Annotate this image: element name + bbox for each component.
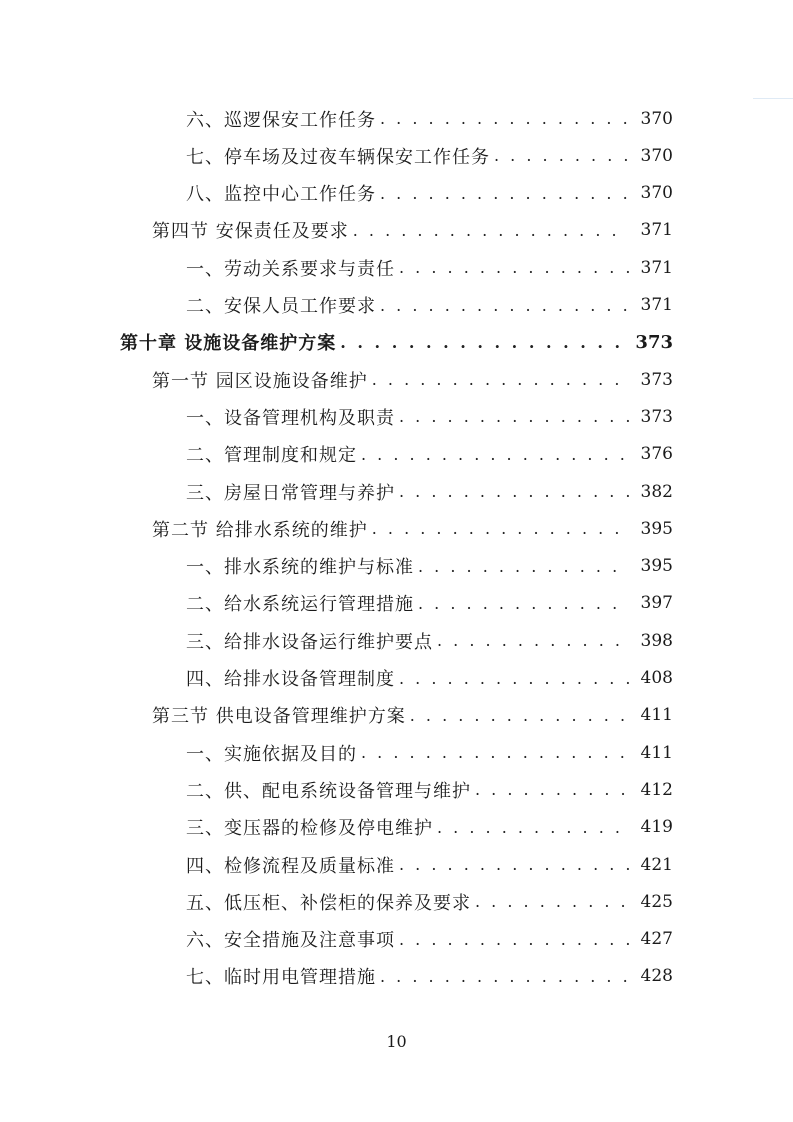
toc-dot-leader bbox=[340, 333, 629, 352]
corner-decoration bbox=[753, 98, 793, 99]
toc-subsection-entry[interactable] bbox=[0, 585, 673, 622]
toc-entry-page: 411 bbox=[640, 742, 673, 763]
toc-dot-leader bbox=[437, 818, 629, 837]
toc-entry-page: 398 bbox=[640, 630, 673, 651]
toc-entry-page: 376 bbox=[640, 444, 673, 465]
toc-entry-title: 第一节 园区设施设备维护 bbox=[152, 370, 368, 392]
toc-entry-title: 三、房屋日常管理与养护 bbox=[186, 482, 395, 504]
toc-subsection-entry[interactable] bbox=[0, 473, 673, 510]
toc-entry-title: 四、检修流程及质量标准 bbox=[186, 855, 395, 877]
toc-entry-title: 三、给排水设备运行维护要点 bbox=[186, 631, 433, 653]
toc-entry-page: 397 bbox=[640, 593, 673, 614]
toc-entry-page: 412 bbox=[640, 779, 673, 800]
toc-subsection-entry[interactable] bbox=[0, 883, 673, 920]
toc-entry-page: 411 bbox=[640, 705, 673, 726]
toc-entry-page: 370 bbox=[640, 145, 673, 166]
toc-chapter-entry[interactable] bbox=[0, 324, 673, 361]
toc-entry-title: 八、监控中心工作任务 bbox=[186, 184, 376, 206]
toc-entry-page: 419 bbox=[640, 817, 673, 838]
toc-entry-title: 一、排水系统的维护与标准 bbox=[186, 557, 414, 579]
toc-entry-page: 373 bbox=[640, 406, 673, 427]
toc-entry-title: 三、变压器的检修及停电维护 bbox=[186, 818, 433, 840]
toc-section-entry[interactable] bbox=[0, 510, 673, 547]
toc-entry-page: 371 bbox=[640, 220, 673, 241]
toc-entry-title: 二、管理制度和规定 bbox=[186, 445, 357, 467]
toc-dot-leader bbox=[437, 631, 629, 650]
toc-entry-title: 第十章 设施设备维护方案 bbox=[120, 333, 337, 355]
toc-dot-leader bbox=[380, 184, 629, 203]
toc-entry-title: 一、劳动关系要求与责任 bbox=[186, 258, 395, 280]
toc-entry-page: 395 bbox=[640, 518, 673, 539]
toc-dot-leader bbox=[361, 445, 629, 464]
toc-entry-title: 二、安保人员工作要求 bbox=[186, 296, 376, 317]
toc-dot-leader bbox=[399, 855, 629, 874]
toc-section-entry[interactable] bbox=[0, 697, 673, 734]
toc-entry-title: 二、给水系统运行管理措施 bbox=[186, 594, 414, 616]
toc-subsection-entry[interactable] bbox=[0, 287, 673, 324]
toc-dot-leader bbox=[399, 482, 629, 501]
toc-dot-leader bbox=[475, 780, 629, 799]
toc-subsection-entry[interactable] bbox=[0, 846, 673, 883]
toc-dot-leader bbox=[475, 892, 629, 911]
toc-dot-leader bbox=[380, 967, 629, 986]
toc-entry-page: 370 bbox=[640, 183, 673, 204]
toc-subsection-entry[interactable] bbox=[0, 622, 673, 659]
toc-dot-leader bbox=[380, 109, 629, 128]
toc-entry-page: 408 bbox=[640, 668, 673, 688]
toc-subsection-entry[interactable] bbox=[0, 398, 673, 435]
toc-entry-title: 七、临时用电管理措施 bbox=[186, 967, 376, 989]
toc-subsection-entry[interactable] bbox=[0, 921, 673, 958]
toc-entry-title: 第四节 安保责任及要求 bbox=[152, 221, 349, 243]
toc-entry-title: 六、巡逻保安工作任务 bbox=[186, 109, 376, 131]
toc-entry-page: 371 bbox=[640, 257, 673, 278]
toc-entry-title: 七、停车场及过夜车辆保安工作任务 bbox=[186, 146, 490, 168]
toc-entry-page: 373 bbox=[640, 369, 673, 390]
toc-section-entry[interactable] bbox=[0, 212, 673, 249]
toc-entry-title: 第三节 供电设备管理维护方案 bbox=[152, 706, 406, 728]
toc-subsection-entry[interactable] bbox=[0, 660, 673, 697]
toc-dot-leader bbox=[380, 296, 629, 315]
toc-subsection-entry[interactable] bbox=[0, 249, 673, 286]
toc-entry-page: 371 bbox=[640, 295, 673, 315]
toc-subsection-entry[interactable] bbox=[0, 771, 673, 808]
toc-subsection-entry[interactable] bbox=[0, 809, 673, 846]
toc-subsection-entry[interactable] bbox=[0, 734, 673, 771]
toc-entry-title: 第二节 给排水系统的维护 bbox=[152, 519, 368, 541]
toc-entry-title: 一、实施依据及目的 bbox=[186, 743, 357, 765]
toc-dot-leader bbox=[494, 146, 629, 165]
toc-entry-title: 一、设备管理机构及职责 bbox=[186, 407, 395, 429]
toc-dot-leader bbox=[399, 258, 629, 277]
toc-entry-page: 427 bbox=[640, 929, 673, 950]
toc-dot-leader bbox=[361, 743, 629, 762]
toc-entry-title: 五、低压柜、补偿柜的保养及要求 bbox=[186, 892, 471, 914]
toc-entry-title: 四、给排水设备管理制度 bbox=[186, 669, 395, 690]
toc-entry-page: 425 bbox=[640, 891, 673, 912]
toc-dot-leader bbox=[418, 557, 629, 576]
toc-entry-page: 395 bbox=[640, 556, 673, 577]
toc-subsection-entry[interactable] bbox=[0, 548, 673, 585]
toc-subsection-entry[interactable] bbox=[0, 100, 673, 137]
toc-subsection-entry[interactable] bbox=[0, 958, 673, 995]
toc-dot-leader bbox=[410, 706, 629, 725]
toc-subsection-entry[interactable] bbox=[0, 436, 673, 473]
toc-section-entry[interactable] bbox=[0, 361, 673, 398]
toc-subsection-entry[interactable] bbox=[0, 175, 673, 212]
toc-subsection-entry[interactable] bbox=[0, 137, 673, 174]
toc-dot-leader bbox=[372, 519, 629, 538]
toc-dot-leader bbox=[372, 370, 629, 389]
toc-entry-page: 382 bbox=[640, 481, 673, 502]
toc-entry-page: 421 bbox=[640, 854, 673, 875]
toc-entry-page: 373 bbox=[635, 331, 673, 353]
toc-entry-page: 370 bbox=[640, 108, 673, 129]
toc-entry-title: 二、供、配电系统设备管理与维护 bbox=[186, 780, 471, 802]
toc-dot-leader bbox=[399, 407, 629, 426]
toc-entry-page: 428 bbox=[640, 966, 673, 987]
toc-dot-leader bbox=[399, 669, 629, 688]
toc-dot-leader bbox=[399, 930, 629, 949]
toc-dot-leader bbox=[353, 221, 629, 240]
toc-entry-title: 六、安全措施及注意事项 bbox=[186, 930, 395, 952]
toc-dot-leader bbox=[418, 594, 629, 613]
page-number: 10 bbox=[386, 1032, 407, 1051]
